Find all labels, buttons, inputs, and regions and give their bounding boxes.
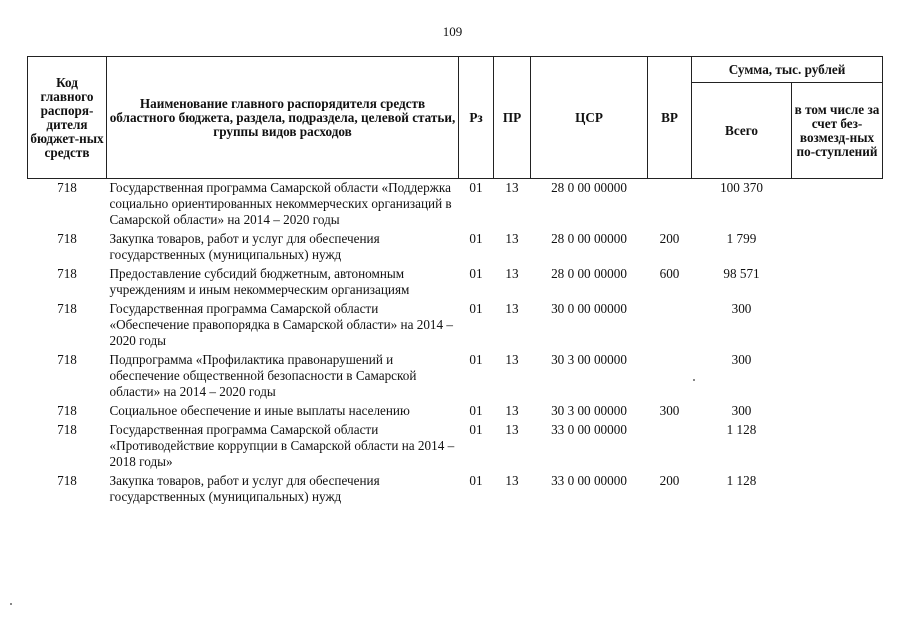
header-code: Код главного распоря-дителя бюджет-ных средств	[28, 57, 107, 179]
cell-code: 718	[57, 403, 77, 418]
table-row	[28, 402, 883, 421]
cell-vr: 200	[659, 473, 680, 488]
cell-total: 100 370	[692, 179, 792, 231]
table-header	[28, 57, 883, 179]
table-body	[28, 179, 883, 508]
table-row	[28, 230, 883, 265]
cell-csr: 33 0 00 00000	[551, 473, 627, 488]
header-total: Всего	[692, 83, 792, 179]
cell-rz: 01	[469, 231, 483, 246]
cell-vr	[648, 421, 692, 472]
table-row	[28, 300, 883, 351]
cell-code: 718	[57, 473, 77, 488]
cell-total: 300	[731, 352, 752, 367]
cell-total: 98 571	[723, 266, 760, 281]
cell-code: 718	[57, 352, 77, 367]
cell-code: 718	[57, 231, 77, 246]
cell-rz: 01	[469, 422, 483, 437]
cell-code: 718	[57, 422, 77, 437]
cell-incl	[792, 230, 883, 265]
cell-incl	[792, 179, 883, 231]
cell-csr: 28 0 00 00000	[551, 266, 627, 281]
cell-name: Предоставление субсидий бюджетным, автономным учреждениям и иным некоммерческим организациям	[109, 266, 410, 297]
cell-code: 718	[57, 301, 77, 316]
cell-vr	[648, 300, 692, 351]
header-name: Наименование главного распорядителя средств областного бюджета, раздела, подраздела, целевой статьи, группы видов расходов	[107, 57, 459, 179]
cell-incl	[792, 265, 883, 300]
cell-name: Подпрограмма «Профилактика правонарушений и обеспечение общественной безопасности в Самарской области» на 2014 – 2020 годы	[109, 352, 417, 399]
cell-incl	[792, 351, 883, 402]
cell-rz: 01	[469, 352, 483, 367]
page-number: 109	[442, 24, 463, 39]
cell-pr: 13	[505, 301, 519, 316]
cell-name: Закупка товаров, работ и услуг для обеспечения государственных (муниципальных) нужд	[109, 231, 380, 262]
header-sum: Сумма, тыс. рублей	[692, 57, 883, 83]
scan-speck	[10, 603, 12, 605]
header-vr: ВР	[648, 57, 692, 179]
cell-name: Социальное обеспечение и иные выплаты населению	[109, 403, 410, 418]
cell-pr: 13	[505, 403, 519, 418]
scan-speck	[693, 379, 695, 381]
cell-vr	[648, 179, 692, 231]
cell-name: Закупка товаров, работ и услуг для обеспечения государственных (муниципальных) нужд	[109, 473, 380, 504]
cell-csr: 30 3 00 00000	[551, 403, 627, 418]
cell-name: Государственная программа Самарской области «Обеспечение правопорядка в Самарской области» на 2014 – 2020 годы	[109, 301, 453, 348]
cell-csr: 33 0 00 00000	[551, 422, 627, 437]
cell-name: Государственная программа Самарской области «Противодействие коррупции в Самарской области на 2014 – 2018 годы»	[109, 422, 455, 469]
cell-name: Государственная программа Самарской области «Поддержка социально ориентированных некоммерческих организаций в Самарской области» на 2014 – 2020 годы	[107, 179, 459, 231]
cell-code: 718	[28, 179, 107, 231]
cell-vr: 600	[659, 266, 680, 281]
budget-table	[27, 56, 883, 507]
table-row	[28, 421, 883, 472]
cell-rz: 01	[469, 266, 483, 281]
cell-total: 1 128	[726, 473, 757, 488]
cell-pr: 13	[505, 231, 519, 246]
cell-pr: 13	[505, 266, 519, 281]
cell-total: 300	[731, 301, 752, 316]
cell-total: 300	[731, 403, 752, 418]
cell-incl	[792, 402, 883, 421]
cell-vr: 200	[659, 231, 680, 246]
header-incl: в том числе за счет без-возмезд-ных по-ступлений	[792, 83, 883, 179]
cell-incl	[792, 472, 883, 507]
table-row	[28, 351, 883, 402]
table-row	[28, 472, 883, 507]
header-rz: Рз	[459, 57, 494, 179]
cell-rz: 01	[469, 403, 483, 418]
cell-pr: 13	[505, 352, 519, 367]
cell-vr: 300	[659, 403, 680, 418]
cell-pr: 13	[505, 422, 519, 437]
cell-csr: 28 0 00 00000	[531, 179, 648, 231]
cell-total: 1 799	[726, 231, 757, 246]
cell-rz: 01	[459, 179, 494, 231]
cell-vr	[648, 351, 692, 402]
cell-csr: 28 0 00 00000	[551, 231, 627, 246]
header-pr: ПР	[494, 57, 531, 179]
table-row	[28, 265, 883, 300]
cell-csr: 30 0 00 00000	[551, 301, 627, 316]
cell-incl	[792, 300, 883, 351]
cell-rz: 01	[469, 473, 483, 488]
cell-pr: 13	[505, 473, 519, 488]
cell-total: 1 128	[726, 422, 757, 437]
cell-pr: 13	[494, 179, 531, 231]
cell-code: 718	[57, 266, 77, 281]
header-csr: ЦСР	[531, 57, 648, 179]
table-row	[28, 179, 883, 231]
cell-incl	[792, 421, 883, 472]
cell-csr: 30 3 00 00000	[551, 352, 627, 367]
cell-rz: 01	[469, 301, 483, 316]
